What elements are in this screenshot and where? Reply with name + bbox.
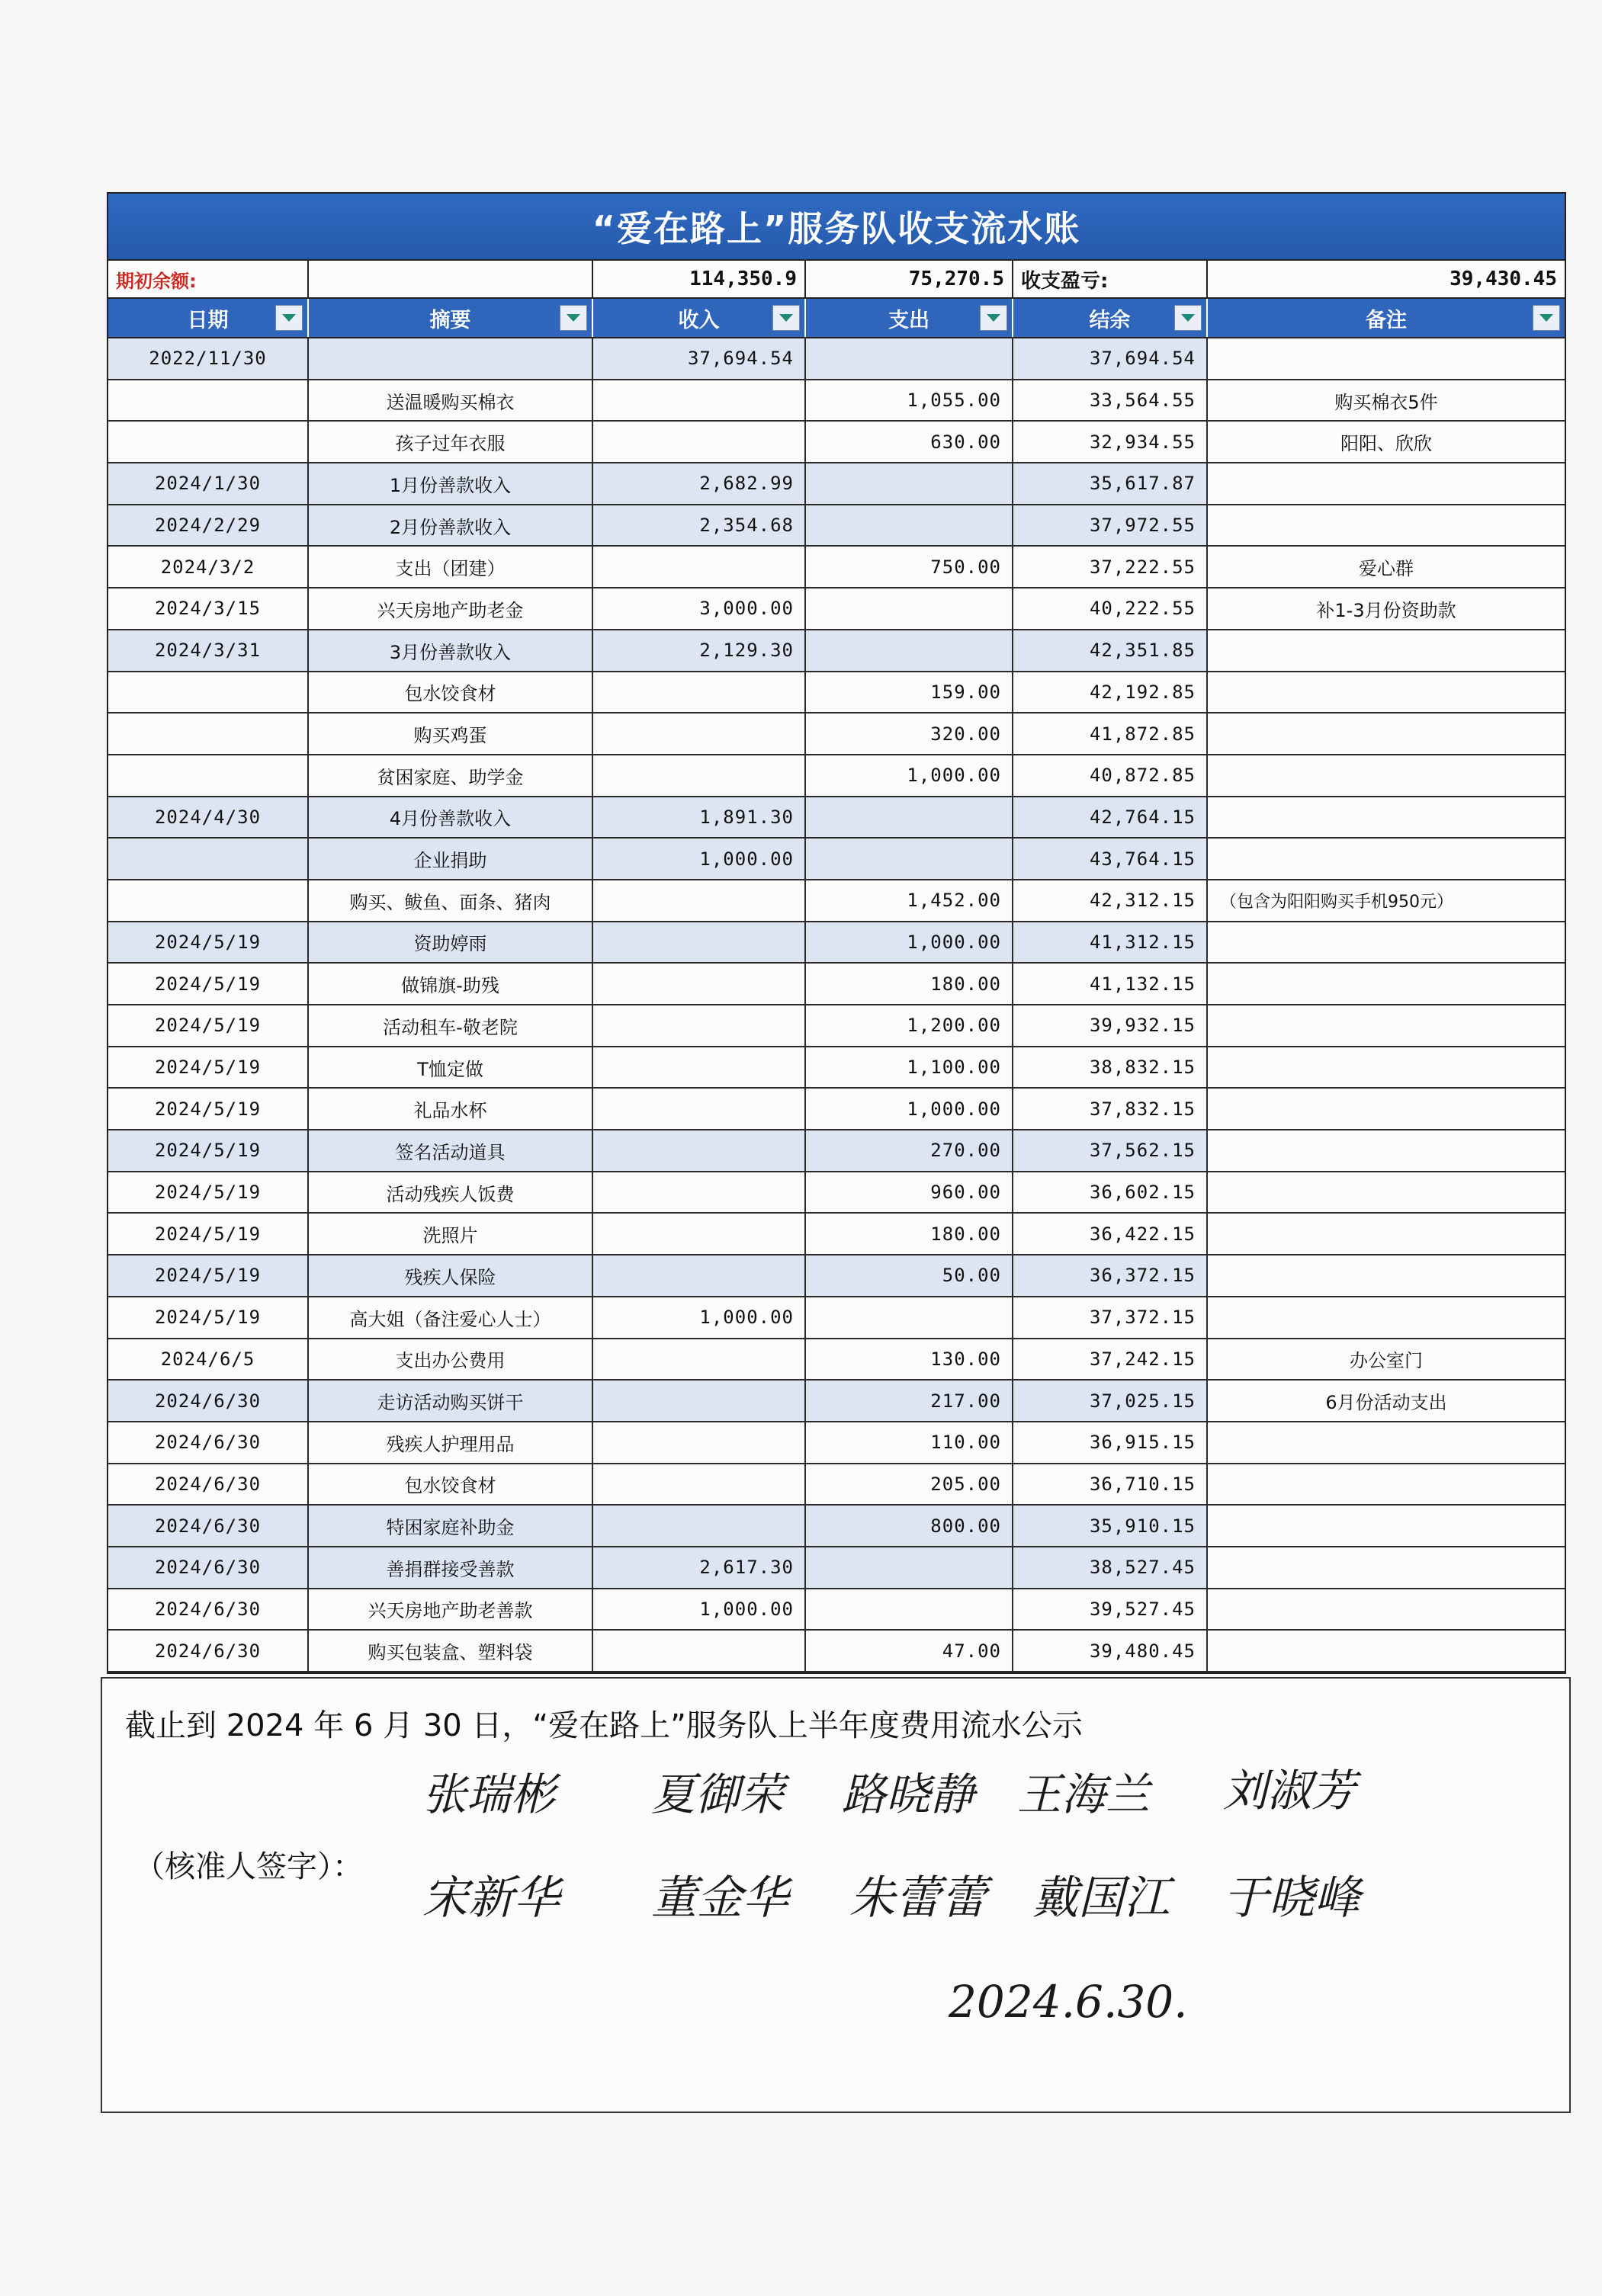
table-row — [108, 1297, 1565, 1339]
cell-balance: 36,602.15 — [1013, 1172, 1208, 1213]
column-header-summary — [309, 299, 593, 337]
ledger-table — [107, 192, 1566, 1674]
cell-expense — [806, 338, 1013, 379]
cell-expense: 1,452.00 — [806, 880, 1013, 921]
cell-balance: 42,312.15 — [1013, 880, 1208, 921]
cell-summary: 善捐群接受善款 — [309, 1547, 593, 1588]
cell-note: 阳阳、欣欣 — [1340, 433, 1432, 455]
cell-income — [593, 713, 806, 754]
cell-date: 2024/5/19 — [108, 1255, 309, 1296]
cell-note — [1208, 1130, 1565, 1171]
signature: 戴国江 — [1032, 1871, 1170, 1925]
table-row — [108, 588, 1565, 630]
cell-income — [593, 1631, 806, 1671]
notice-statement: 截止到 2024 年 6 月 30 日，“爱在路上”服务队上半年度费用流水公示 — [125, 1708, 1083, 1743]
cell-summary: 签名活动道具 — [309, 1130, 593, 1171]
cell-expense: 320.00 — [806, 713, 1013, 754]
cell-income: 3,000.00 — [593, 588, 806, 629]
cell-balance: 42,351.85 — [1013, 630, 1208, 671]
cell-summary: T恤定做 — [309, 1047, 593, 1088]
cell-income — [593, 422, 806, 462]
cell-balance: 36,422.15 — [1013, 1214, 1208, 1254]
cell-note: 6月份活动支出 — [1325, 1392, 1447, 1414]
cell-note — [1208, 1631, 1565, 1671]
cell-date — [108, 422, 309, 462]
filter-dropdown-icon[interactable] — [560, 305, 587, 331]
cell-date: 2024/6/30 — [108, 1422, 309, 1463]
table-row — [108, 1464, 1565, 1506]
table-row — [108, 547, 1565, 588]
cell-expense — [806, 1547, 1013, 1588]
cell-balance: 41,312.15 — [1013, 922, 1208, 963]
table-row — [108, 1422, 1565, 1464]
cell-expense: 630.00 — [806, 422, 1013, 462]
table-row — [108, 1005, 1565, 1047]
cell-note — [1208, 1547, 1565, 1588]
cell-income — [593, 1255, 806, 1296]
cell-note: 购买棉衣5件 — [1334, 391, 1438, 413]
cell-note: （包含为阳阳购买手机950元） — [1220, 892, 1453, 912]
cell-income: 37,694.54 — [593, 338, 806, 379]
cell-summary: 活动租车-敬老院 — [309, 1005, 593, 1046]
cell-summary: 高大姐（备注爱心人士） — [309, 1297, 593, 1338]
filter-dropdown-icon[interactable] — [980, 305, 1007, 331]
cell-expense — [806, 463, 1013, 504]
cell-summary: 资助婷雨 — [309, 922, 593, 963]
table-row — [108, 1214, 1565, 1255]
cell-balance: 36,710.15 — [1013, 1464, 1208, 1505]
cell-summary: 残疾人护理用品 — [309, 1422, 593, 1463]
cell-date: 2024/2/29 — [108, 505, 309, 546]
cell-expense: 159.00 — [806, 672, 1013, 713]
cell-note — [1208, 839, 1565, 879]
notice-box — [101, 1677, 1571, 2113]
cell-income: 2,617.30 — [593, 1547, 806, 1588]
cell-balance: 39,527.45 — [1013, 1589, 1208, 1630]
signature: 刘淑芳 — [1223, 1765, 1356, 1817]
column-header-label: 支出 — [888, 308, 929, 332]
table-row — [108, 380, 1565, 422]
cell-income — [593, 1214, 806, 1254]
cell-balance: 38,527.45 — [1013, 1547, 1208, 1588]
cell-note — [1208, 1464, 1565, 1505]
column-header-row — [108, 299, 1565, 338]
cell-note — [1208, 755, 1565, 796]
cell-summary: 活动残疾人饭费 — [309, 1172, 593, 1213]
cell-income — [593, 1005, 806, 1046]
cell-balance: 42,192.85 — [1013, 672, 1208, 713]
signature: 夏御荣 — [651, 1768, 785, 1820]
cell-expense — [806, 797, 1013, 838]
cell-expense: 750.00 — [806, 547, 1013, 587]
cell-note — [1208, 338, 1565, 379]
cell-summary: 特困家庭补助金 — [309, 1506, 593, 1546]
cell-expense: 180.00 — [806, 1214, 1013, 1254]
cell-note: 补1-3月份资助款 — [1316, 599, 1456, 621]
summary-row — [108, 261, 1565, 299]
cell-date: 2024/5/19 — [108, 922, 309, 963]
cell-date: 2022/11/30 — [108, 338, 309, 379]
cell-note: 办公室门 — [1350, 1350, 1423, 1372]
cell-income — [593, 1089, 806, 1129]
signature: 于晓峰 — [1223, 1871, 1360, 1925]
cell-date: 2024/3/2 — [108, 547, 309, 587]
cell-balance: 36,372.15 — [1013, 1255, 1208, 1296]
cell-income — [593, 755, 806, 796]
cell-date: 2024/6/5 — [108, 1339, 309, 1380]
filter-dropdown-icon[interactable] — [275, 305, 303, 331]
cell-income: 2,129.30 — [593, 630, 806, 671]
cell-balance: 37,694.54 — [1013, 338, 1208, 379]
column-header-income — [593, 299, 806, 337]
cell-date: 2024/5/19 — [108, 1297, 309, 1338]
ledger-rows — [108, 338, 1565, 1672]
table-row — [108, 1172, 1565, 1214]
cell-expense — [806, 588, 1013, 629]
cell-summary: 兴天房地产助老金 — [309, 588, 593, 629]
cell-expense: 217.00 — [806, 1380, 1013, 1421]
table-row — [108, 964, 1565, 1005]
cell-expense: 110.00 — [806, 1422, 1013, 1463]
table-row — [108, 922, 1565, 964]
cell-date: 2024/6/30 — [108, 1631, 309, 1671]
cell-note — [1208, 672, 1565, 713]
cell-date: 2024/6/30 — [108, 1506, 309, 1546]
cell-expense — [806, 630, 1013, 671]
table-row — [108, 1089, 1565, 1130]
cell-income — [593, 1130, 806, 1171]
table-row — [108, 463, 1565, 505]
cell-expense: 47.00 — [806, 1631, 1013, 1671]
cell-date: 2024/5/19 — [108, 1089, 309, 1129]
cell-note — [1208, 922, 1565, 963]
cell-summary: 兴天房地产助老善款 — [309, 1589, 593, 1630]
opening-balance-value — [309, 261, 593, 297]
column-header-balance — [1013, 299, 1208, 337]
cell-date: 2024/1/30 — [108, 463, 309, 504]
cell-expense: 50.00 — [806, 1255, 1013, 1296]
cell-date: 2024/4/30 — [108, 797, 309, 838]
cell-income — [593, 1047, 806, 1088]
signature: 董金华 — [651, 1871, 788, 1925]
cell-date: 2024/5/19 — [108, 964, 309, 1004]
column-header-label: 结余 — [1089, 308, 1131, 332]
cell-balance: 35,617.87 — [1013, 463, 1208, 504]
cell-income: 1,000.00 — [593, 1589, 806, 1630]
table-row — [108, 630, 1565, 672]
cell-summary: 2月份善款收入 — [309, 505, 593, 546]
cell-note — [1208, 1297, 1565, 1338]
cell-summary: 做锦旗-助残 — [309, 964, 593, 1004]
cell-summary: 礼品水杯 — [309, 1089, 593, 1129]
cell-income — [593, 880, 806, 921]
cell-summary: 购买、鲅鱼、面条、猪肉 — [309, 880, 593, 921]
cell-date — [108, 839, 309, 879]
cell-balance: 35,910.15 — [1013, 1506, 1208, 1546]
table-row — [108, 1339, 1565, 1381]
total-expense: 75,270.5 — [806, 261, 1013, 297]
approver-label: （核准人签字）： — [134, 1849, 363, 1884]
cell-date: 2024/5/19 — [108, 1005, 309, 1046]
total-income: 114,350.9 — [593, 261, 806, 297]
cell-expense — [806, 1297, 1013, 1338]
cell-balance: 37,025.15 — [1013, 1380, 1208, 1421]
cell-date — [108, 713, 309, 754]
cell-expense: 1,000.00 — [806, 922, 1013, 963]
cell-expense: 960.00 — [806, 1172, 1013, 1213]
cell-date — [108, 672, 309, 713]
column-header-label: 收入 — [678, 308, 720, 332]
table-row — [108, 1130, 1565, 1172]
surplus-value: 39,430.45 — [1450, 268, 1557, 290]
cell-date: 2024/3/31 — [108, 630, 309, 671]
cell-income — [593, 1380, 806, 1421]
signature: 张瑞彬 — [422, 1768, 556, 1820]
cell-summary — [309, 338, 593, 379]
cell-note — [1208, 630, 1565, 671]
cell-income — [593, 922, 806, 963]
cell-balance: 41,132.15 — [1013, 964, 1208, 1004]
cell-expense: 1,000.00 — [806, 755, 1013, 796]
table-row — [108, 1547, 1565, 1589]
cell-note — [1208, 1089, 1565, 1129]
signature: 路晓静 — [842, 1768, 975, 1820]
cell-summary: 支出办公费用 — [309, 1339, 593, 1380]
cell-note — [1208, 713, 1565, 754]
cell-summary: 送温暖购买棉衣 — [309, 380, 593, 421]
cell-summary: 3月份善款收入 — [309, 630, 593, 671]
cell-expense: 1,100.00 — [806, 1047, 1013, 1088]
cell-balance: 40,222.55 — [1013, 588, 1208, 629]
cell-note — [1208, 1589, 1565, 1630]
cell-summary: 包水饺食材 — [309, 1464, 593, 1505]
cell-note — [1208, 1214, 1565, 1254]
signature: 朱蕾蕾 — [849, 1871, 987, 1925]
cell-summary: 走访活动购买饼干 — [309, 1380, 593, 1421]
cell-income: 1,891.30 — [593, 797, 806, 838]
signature: 宋新华 — [422, 1871, 560, 1925]
cell-date: 2024/5/19 — [108, 1172, 309, 1213]
cell-income — [593, 380, 806, 421]
cell-balance: 40,872.85 — [1013, 755, 1208, 796]
table-row — [108, 839, 1565, 880]
column-header-expense — [806, 299, 1013, 337]
cell-income — [593, 1339, 806, 1380]
cell-note: 爱心群 — [1359, 558, 1414, 580]
cell-balance: 37,562.15 — [1013, 1130, 1208, 1171]
cell-summary: 孩子过年衣服 — [309, 422, 593, 462]
cell-income — [593, 1464, 806, 1505]
cell-balance: 33,564.55 — [1013, 380, 1208, 421]
cell-balance: 43,764.15 — [1013, 839, 1208, 879]
cell-note — [1208, 964, 1565, 1004]
cell-summary: 贫困家庭、助学金 — [309, 755, 593, 796]
table-row — [108, 713, 1565, 755]
cell-date — [108, 880, 309, 921]
column-header-label: 备注 — [1366, 308, 1407, 332]
signature-date: 2024.6.30. — [949, 1976, 1188, 2028]
cell-date — [108, 755, 309, 796]
cell-income: 1,000.00 — [593, 1297, 806, 1338]
table-row — [108, 422, 1565, 463]
cell-summary: 洗照片 — [309, 1214, 593, 1254]
cell-date: 2024/3/15 — [108, 588, 309, 629]
cell-note — [1208, 1172, 1565, 1213]
column-header-note — [1208, 299, 1565, 337]
table-row — [108, 797, 1565, 839]
cell-balance: 38,832.15 — [1013, 1047, 1208, 1088]
table-row — [108, 505, 1565, 547]
cell-balance: 32,934.55 — [1013, 422, 1208, 462]
cell-date: 2024/5/19 — [108, 1047, 309, 1088]
cell-note — [1208, 1005, 1565, 1046]
table-row — [108, 1047, 1565, 1089]
cell-income — [593, 672, 806, 713]
cell-summary: 支出（团建） — [309, 547, 593, 587]
cell-expense: 1,000.00 — [806, 1089, 1013, 1129]
cell-date: 2024/6/30 — [108, 1547, 309, 1588]
column-header-label: 摘要 — [429, 308, 471, 332]
cell-income — [593, 964, 806, 1004]
cell-expense: 205.00 — [806, 1464, 1013, 1505]
cell-income — [593, 547, 806, 587]
cell-date: 2024/5/19 — [108, 1130, 309, 1171]
filter-dropdown-icon[interactable] — [1174, 305, 1202, 331]
cell-note — [1208, 1255, 1565, 1296]
table-row — [108, 1589, 1565, 1631]
cell-expense: 130.00 — [806, 1339, 1013, 1380]
cell-balance: 36,915.15 — [1013, 1422, 1208, 1463]
signature: 王海兰 — [1017, 1768, 1151, 1820]
cell-note — [1208, 1422, 1565, 1463]
cell-expense — [806, 839, 1013, 879]
cell-summary: 购买包装盒、塑料袋 — [309, 1631, 593, 1671]
filter-dropdown-icon[interactable] — [1533, 305, 1560, 331]
cell-balance: 37,972.55 — [1013, 505, 1208, 546]
cell-date: 2024/6/30 — [108, 1380, 309, 1421]
cell-date: 2024/6/30 — [108, 1464, 309, 1505]
cell-balance: 42,764.15 — [1013, 797, 1208, 838]
table-row — [108, 1380, 1565, 1422]
cell-note — [1208, 797, 1565, 838]
cell-summary: 4月份善款收入 — [309, 797, 593, 838]
table-row — [108, 338, 1565, 380]
cell-summary: 包水饺食材 — [309, 672, 593, 713]
ledger-title: “爱在路上”服务队收支流水账 — [108, 194, 1565, 261]
cell-balance: 37,242.15 — [1013, 1339, 1208, 1380]
cell-income — [593, 1506, 806, 1546]
cell-balance: 37,222.55 — [1013, 547, 1208, 587]
cell-balance: 41,872.85 — [1013, 713, 1208, 754]
cell-balance: 37,372.15 — [1013, 1297, 1208, 1338]
cell-income: 2,354.68 — [593, 505, 806, 546]
cell-expense: 270.00 — [806, 1130, 1013, 1171]
cell-balance: 39,932.15 — [1013, 1005, 1208, 1046]
table-row — [108, 1631, 1565, 1672]
cell-summary: 1月份善款收入 — [309, 463, 593, 504]
cell-expense: 1,200.00 — [806, 1005, 1013, 1046]
cell-income: 1,000.00 — [593, 839, 806, 879]
cell-note — [1208, 505, 1565, 546]
cell-date: 2024/5/19 — [108, 1214, 309, 1254]
cell-expense: 800.00 — [806, 1506, 1013, 1546]
table-row — [108, 1506, 1565, 1547]
cell-note — [1208, 463, 1565, 504]
cell-date — [108, 380, 309, 421]
table-row — [108, 1255, 1565, 1297]
table-row — [108, 880, 1565, 922]
cell-balance: 39,480.45 — [1013, 1631, 1208, 1671]
cell-expense: 1,055.00 — [806, 380, 1013, 421]
surplus-label: 收支盈亏: — [1013, 261, 1208, 297]
cell-expense — [806, 1589, 1013, 1630]
cell-balance: 37,832.15 — [1013, 1089, 1208, 1129]
cell-note — [1208, 1047, 1565, 1088]
filter-dropdown-icon[interactable] — [772, 305, 800, 331]
cell-income: 2,682.99 — [593, 463, 806, 504]
cell-expense — [806, 505, 1013, 546]
cell-summary: 企业捐助 — [309, 839, 593, 879]
table-row — [108, 755, 1565, 797]
cell-note — [1208, 1506, 1565, 1546]
cell-date: 2024/6/30 — [108, 1589, 309, 1630]
cell-summary: 购买鸡蛋 — [309, 713, 593, 754]
cell-income — [593, 1422, 806, 1463]
column-header-label: 日期 — [187, 308, 229, 332]
opening-balance-label: 期初余额: — [108, 261, 309, 297]
cell-summary: 残疾人保险 — [309, 1255, 593, 1296]
table-row — [108, 672, 1565, 714]
column-header-date — [108, 299, 309, 337]
cell-expense: 180.00 — [806, 964, 1013, 1004]
cell-income — [593, 1172, 806, 1213]
